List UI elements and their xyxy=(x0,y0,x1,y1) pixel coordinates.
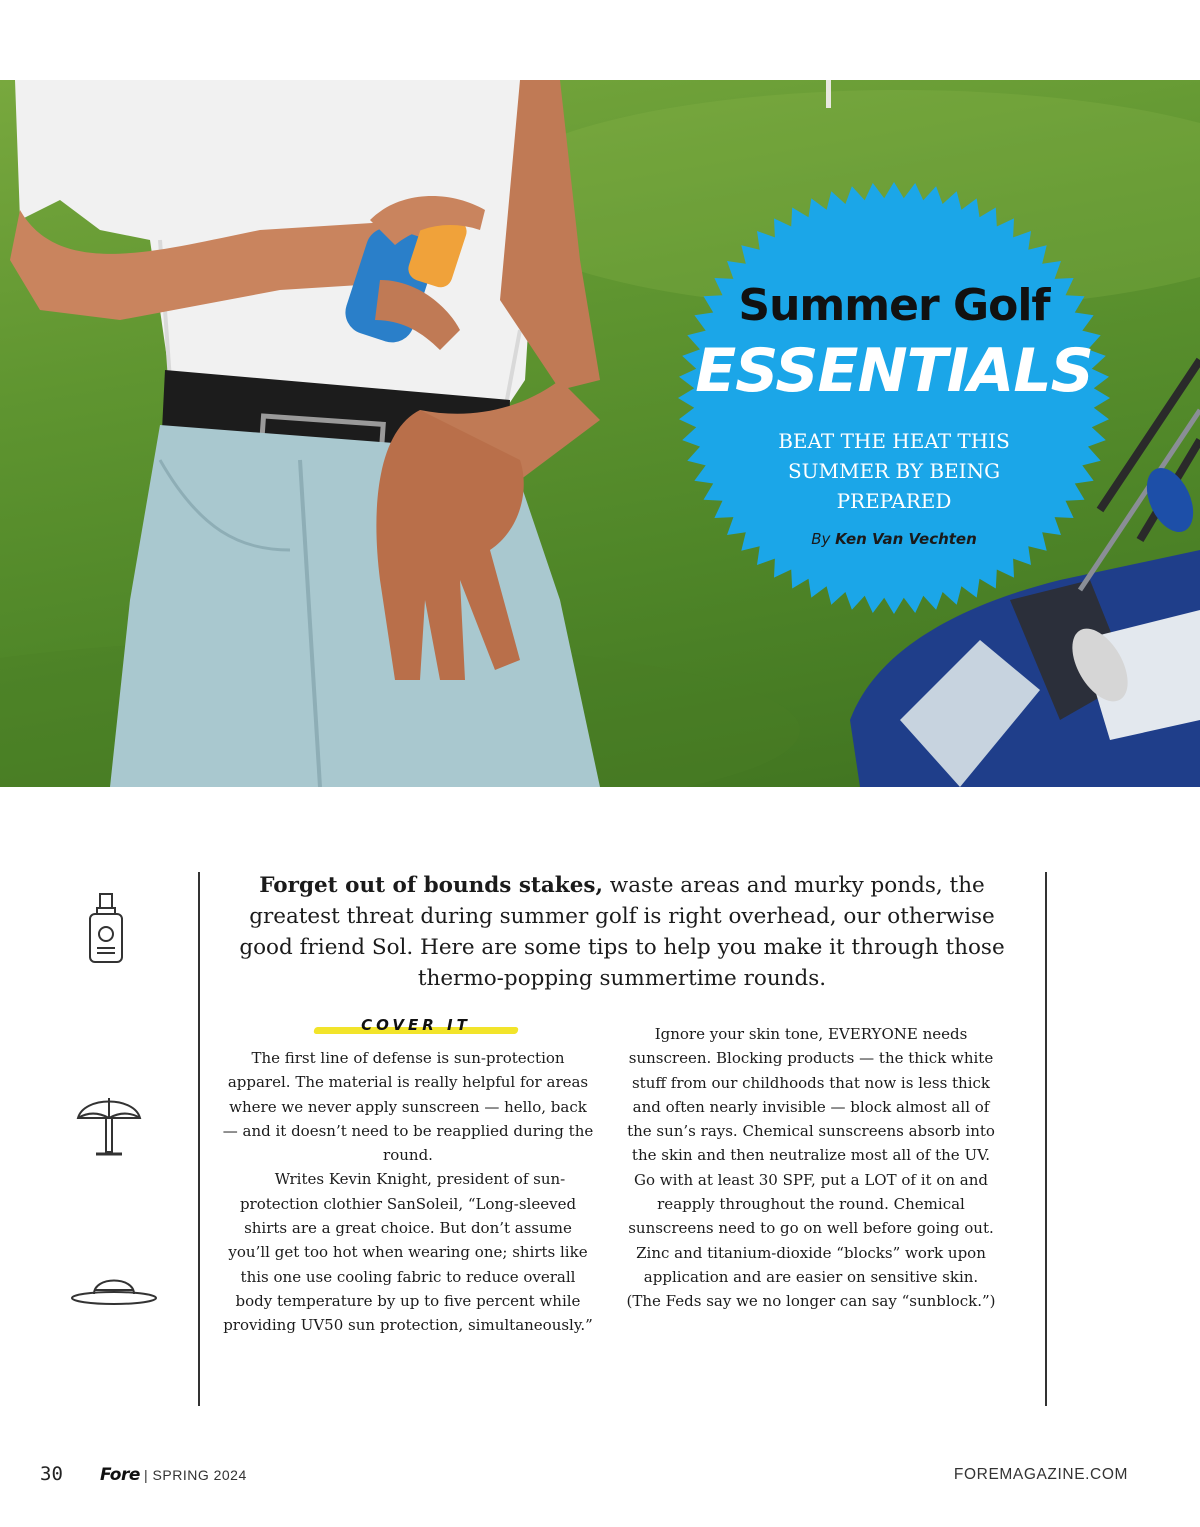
byline xyxy=(676,530,1112,548)
article-subtitle: BEAT THE HEAT THIS SUMMER BY BEING PREPARED xyxy=(778,429,1010,513)
title-starburst xyxy=(676,180,1112,616)
intro-paragraph xyxy=(222,870,1022,994)
article-title: Summer Golf xyxy=(738,280,1050,331)
column-left-paragraph-2: Writes Kevin Knight, president of sun-protection clothier SanSoleil, “Long-sleeved shirts are a great choice. But don’t assume you’ll get too hot when wearing one; shirts like this one use cooling fabric to reduce overall body temperature by up to five percent while providing UV50 sun protection, simultaneously.” xyxy=(223,1170,593,1335)
sunscreen-bottle-icon xyxy=(86,892,126,968)
right-rule xyxy=(1045,872,1047,1406)
column-left xyxy=(222,1046,594,1338)
issue-date: | SPRING 2024 xyxy=(144,1467,247,1483)
section-heading-label: COVER IT xyxy=(361,1016,471,1034)
website-link[interactable]: FOREMAGAZINE.COM xyxy=(953,1466,1128,1483)
byline-prefix: By xyxy=(811,530,831,548)
section-heading xyxy=(314,1016,518,1038)
column-right xyxy=(625,1022,997,1314)
intro-body: waste areas and murky ponds, the greatest threat during summer golf is right overhead, our otherwise good friend Sol. Here are some tips to help you make it through those thermo-popping summertime rounds. xyxy=(239,873,1005,991)
column-left-paragraph-1: The first line of defense is sun-protection apparel. The material is really helpful for areas where we never apply sunscreen — hello, back — and it doesn’t need to be reapplied during the round. xyxy=(222,1049,594,1165)
left-rule xyxy=(198,872,200,1406)
sun-hat-icon xyxy=(70,1272,158,1312)
intro-lead: Forget out of bounds stakes, xyxy=(259,873,603,898)
umbrella-icon xyxy=(74,1090,144,1164)
byline-author: Ken Van Vechten xyxy=(835,530,977,548)
magazine-logo: Fore xyxy=(100,1465,140,1485)
column-right-paragraph-1: Ignore your skin tone, EVERYONE needs sunscreen. Blocking products — the thick white stuff from our childhoods that now is less thick and often nearly invisible — block almost all of the sun’s rays. Chemical sunscreens absorb into the skin and then neutralize most all of the UV. Go with at least 30 SPF, put a LOT of it on and reapply throughout the round. Chemical sunscreens need to go on well before going out. Zinc and titanium-dioxide “blocks” work upon application and are easier on sensitive skin. (The Feds say we no longer can say “sunblock.”) xyxy=(626,1025,996,1311)
article-title-emphasis: ESSENTIALS xyxy=(695,336,1093,406)
page-number: 30 xyxy=(40,1463,63,1485)
